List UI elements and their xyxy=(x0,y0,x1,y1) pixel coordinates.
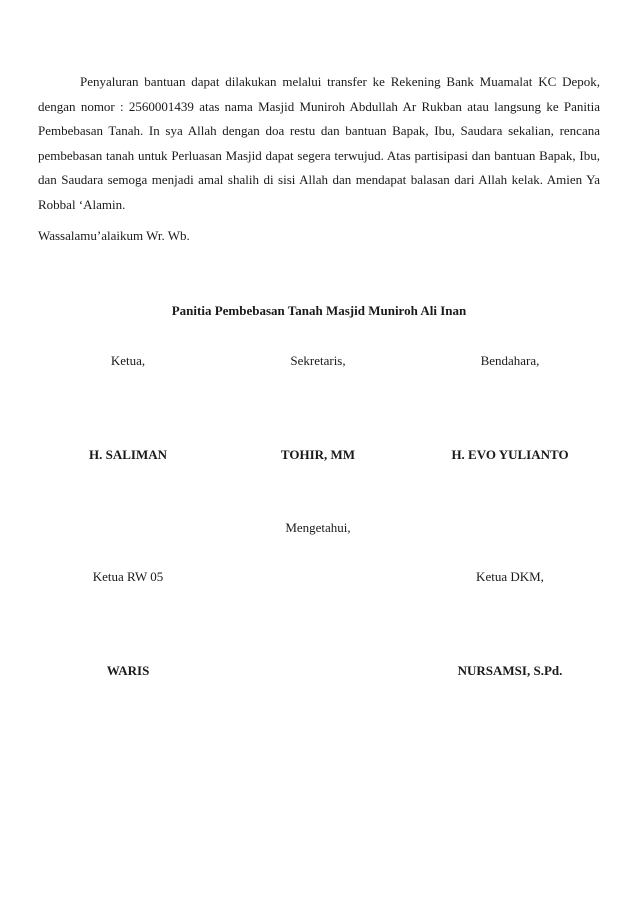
dkm-head-role: Ketua DKM, xyxy=(476,569,544,584)
secretary-role: Sekretaris, xyxy=(290,353,346,368)
treasurer-role: Bendahara, xyxy=(480,353,540,368)
acknowledged-label: Mengetahui, xyxy=(285,520,351,535)
closing-salutation: Wassalamu’alaikum Wr. Wb. xyxy=(38,228,190,243)
rw-head-role: Ketua RW 05 xyxy=(92,569,164,584)
chair-role: Ketua, xyxy=(110,353,146,368)
secretary-name: TOHIR, MM xyxy=(280,447,356,462)
chair-name: H. SALIMAN xyxy=(88,447,168,462)
committee-title: Panitia Pembebasan Tanah Masjid Muniroh Ali Inan xyxy=(171,303,467,318)
treasurer-name: H. EVO YULIANTO xyxy=(451,447,569,462)
dkm-head-name: NURSAMSI, S.Pd. xyxy=(457,663,563,678)
rw-head-name: WARIS xyxy=(106,663,150,678)
body-paragraph: Penyaluran bantuan dapat dilakukan melalui transfer ke Rekening Bank Muamalat KC Depok, dengan nomor : 2560001439 atas nama Masjid Muniroh Abdullah Ar Rukban atau langsung ke Panitia Pembebasan Tanah. In sya Allah dengan doa restu dan bantuan Bapak, Ibu, Saudara sekalian, rencana pembebasan tanah untuk Perluasan Masjid dapat segera terwujud. Atas partisipasi dan bantuan Bapak, Ibu, dan Saudara semoga menjadi amal shalih di sisi Allah dan mendapat balasan dari Allah kelak. Amien Ya Robbal ‘Alamin. xyxy=(38,74,600,212)
